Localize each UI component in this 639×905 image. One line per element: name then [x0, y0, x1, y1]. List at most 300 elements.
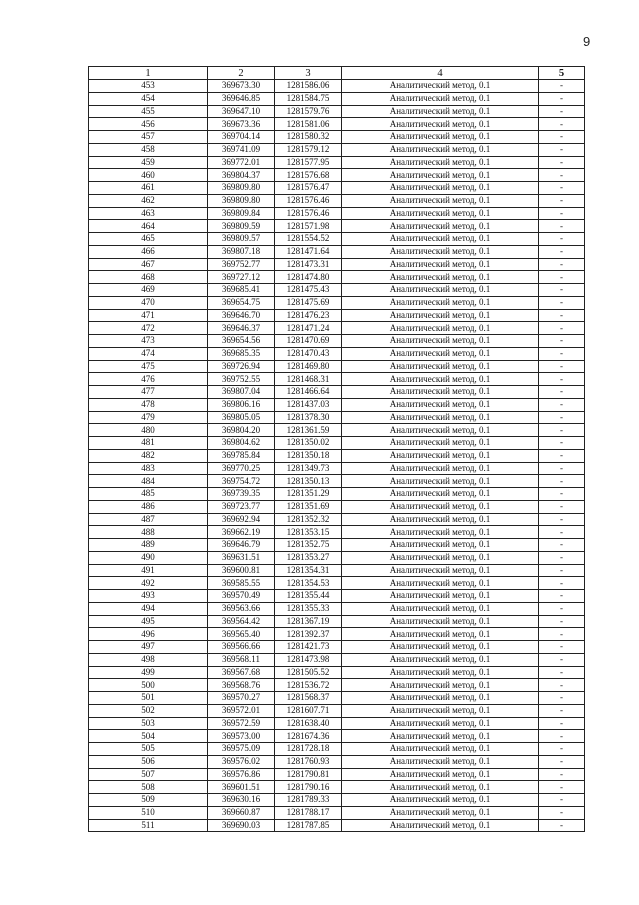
table-row [89, 819, 585, 832]
note-cell: - [539, 437, 585, 450]
table-row [89, 80, 585, 93]
method-cell: Аналитический метод, 0.1 [342, 704, 539, 717]
x-coordinate-cell: 369807.18 [208, 245, 275, 258]
x-coordinate-cell: 369673.30 [208, 80, 275, 93]
x-coordinate-cell: 369576.02 [208, 755, 275, 768]
point-number-cell: 505 [89, 743, 208, 756]
note-cell: - [539, 284, 585, 297]
note-cell: - [539, 411, 585, 424]
note-cell: - [539, 386, 585, 399]
table-row [89, 462, 585, 475]
method-cell: Аналитический метод, 0.1 [342, 322, 539, 335]
y-coordinate-cell: 1281367.19 [275, 615, 342, 628]
method-cell: Аналитический метод, 0.1 [342, 743, 539, 756]
y-coordinate-cell: 1281468.31 [275, 373, 342, 386]
note-cell: - [539, 781, 585, 794]
point-number-cell: 489 [89, 539, 208, 552]
x-coordinate-cell: 369585.55 [208, 577, 275, 590]
method-cell: Аналитический метод, 0.1 [342, 564, 539, 577]
method-cell: Аналитический метод, 0.1 [342, 437, 539, 450]
point-number-cell: 480 [89, 424, 208, 437]
y-coordinate-cell: 1281579.76 [275, 105, 342, 118]
y-coordinate-cell: 1281354.53 [275, 577, 342, 590]
note-cell: - [539, 730, 585, 743]
x-coordinate-cell: 369809.80 [208, 194, 275, 207]
note-cell: - [539, 577, 585, 590]
point-number-cell: 475 [89, 360, 208, 373]
note-cell: - [539, 679, 585, 692]
header-cell-2: 2 [208, 67, 275, 80]
x-coordinate-cell: 369785.84 [208, 449, 275, 462]
y-coordinate-cell: 1281352.32 [275, 513, 342, 526]
note-cell: - [539, 692, 585, 705]
y-coordinate-cell: 1281787.85 [275, 819, 342, 832]
point-number-cell: 492 [89, 577, 208, 590]
table-row [89, 373, 585, 386]
table-body [89, 80, 585, 832]
table-row [89, 692, 585, 705]
table-row [89, 284, 585, 297]
note-cell: - [539, 220, 585, 233]
point-number-cell: 494 [89, 602, 208, 615]
x-coordinate-cell: 369646.37 [208, 322, 275, 335]
table-row [89, 641, 585, 654]
x-coordinate-cell: 369704.14 [208, 131, 275, 144]
method-cell: Аналитический метод, 0.1 [342, 182, 539, 195]
y-coordinate-cell: 1281790.81 [275, 768, 342, 781]
point-number-cell: 501 [89, 692, 208, 705]
x-coordinate-cell: 369572.59 [208, 717, 275, 730]
y-coordinate-cell: 1281790.16 [275, 781, 342, 794]
x-coordinate-cell: 369673.36 [208, 118, 275, 131]
y-coordinate-cell: 1281505.52 [275, 666, 342, 679]
method-cell: Аналитический метод, 0.1 [342, 143, 539, 156]
method-cell: Аналитический метод, 0.1 [342, 92, 539, 105]
point-number-cell: 456 [89, 118, 208, 131]
point-number-cell: 477 [89, 386, 208, 399]
y-coordinate-cell: 1281579.12 [275, 143, 342, 156]
method-cell: Аналитический метод, 0.1 [342, 207, 539, 220]
point-number-cell: 497 [89, 641, 208, 654]
y-coordinate-cell: 1281577.95 [275, 156, 342, 169]
table-row [89, 794, 585, 807]
y-coordinate-cell: 1281354.31 [275, 564, 342, 577]
x-coordinate-cell: 369685.41 [208, 284, 275, 297]
table-row [89, 105, 585, 118]
point-number-cell: 482 [89, 449, 208, 462]
method-cell: Аналитический метод, 0.1 [342, 309, 539, 322]
point-number-cell: 509 [89, 794, 208, 807]
table-row [89, 564, 585, 577]
method-cell: Аналитический метод, 0.1 [342, 169, 539, 182]
x-coordinate-cell: 369660.87 [208, 806, 275, 819]
y-coordinate-cell: 1281476.23 [275, 309, 342, 322]
note-cell: - [539, 143, 585, 156]
method-cell: Аналитический метод, 0.1 [342, 373, 539, 386]
point-number-cell: 502 [89, 704, 208, 717]
method-cell: Аналитический метод, 0.1 [342, 679, 539, 692]
note-cell: - [539, 500, 585, 513]
y-coordinate-cell: 1281353.27 [275, 551, 342, 564]
method-cell: Аналитический метод, 0.1 [342, 105, 539, 118]
table-row [89, 156, 585, 169]
note-cell: - [539, 615, 585, 628]
note-cell: - [539, 182, 585, 195]
method-cell: Аналитический метод, 0.1 [342, 526, 539, 539]
table-row [89, 602, 585, 615]
note-cell: - [539, 322, 585, 335]
y-coordinate-cell: 1281353.15 [275, 526, 342, 539]
y-coordinate-cell: 1281576.47 [275, 182, 342, 195]
point-number-cell: 460 [89, 169, 208, 182]
y-coordinate-cell: 1281760.93 [275, 755, 342, 768]
x-coordinate-cell: 369804.20 [208, 424, 275, 437]
table-row [89, 539, 585, 552]
note-cell: - [539, 105, 585, 118]
x-coordinate-cell: 369566.66 [208, 641, 275, 654]
point-number-cell: 507 [89, 768, 208, 781]
point-number-cell: 465 [89, 233, 208, 246]
note-cell: - [539, 539, 585, 552]
x-coordinate-cell: 369807.04 [208, 386, 275, 399]
point-number-cell: 496 [89, 628, 208, 641]
point-number-cell: 467 [89, 258, 208, 271]
method-cell: Аналитический метод, 0.1 [342, 475, 539, 488]
point-number-cell: 473 [89, 335, 208, 348]
header-cell-1: 1 [89, 67, 208, 80]
x-coordinate-cell: 369752.77 [208, 258, 275, 271]
point-number-cell: 499 [89, 666, 208, 679]
y-coordinate-cell: 1281554.52 [275, 233, 342, 246]
y-coordinate-cell: 1281470.43 [275, 347, 342, 360]
note-cell: - [539, 233, 585, 246]
y-coordinate-cell: 1281576.46 [275, 194, 342, 207]
method-cell: Аналитический метод, 0.1 [342, 819, 539, 832]
x-coordinate-cell: 369754.72 [208, 475, 275, 488]
method-cell: Аналитический метод, 0.1 [342, 347, 539, 360]
point-number-cell: 486 [89, 500, 208, 513]
y-coordinate-cell: 1281350.02 [275, 437, 342, 450]
y-coordinate-cell: 1281474.80 [275, 271, 342, 284]
coordinates-table [88, 66, 585, 832]
table-row [89, 717, 585, 730]
point-number-cell: 469 [89, 284, 208, 297]
note-cell: - [539, 641, 585, 654]
point-number-cell: 498 [89, 653, 208, 666]
x-coordinate-cell: 369654.56 [208, 335, 275, 348]
method-cell: Аналитический метод, 0.1 [342, 551, 539, 564]
point-number-cell: 464 [89, 220, 208, 233]
table-row [89, 271, 585, 284]
y-coordinate-cell: 1281421.73 [275, 641, 342, 654]
table-row [89, 653, 585, 666]
x-coordinate-cell: 369662.19 [208, 526, 275, 539]
y-coordinate-cell: 1281473.98 [275, 653, 342, 666]
note-cell: - [539, 309, 585, 322]
point-number-cell: 483 [89, 462, 208, 475]
method-cell: Аналитический метод, 0.1 [342, 513, 539, 526]
y-coordinate-cell: 1281349.73 [275, 462, 342, 475]
x-coordinate-cell: 369806.16 [208, 398, 275, 411]
point-number-cell: 471 [89, 309, 208, 322]
note-cell: - [539, 564, 585, 577]
note-cell: - [539, 118, 585, 131]
note-cell: - [539, 131, 585, 144]
table-row [89, 398, 585, 411]
y-coordinate-cell: 1281568.37 [275, 692, 342, 705]
note-cell: - [539, 449, 585, 462]
method-cell: Аналитический метод, 0.1 [342, 500, 539, 513]
method-cell: Аналитический метод, 0.1 [342, 220, 539, 233]
table-row [89, 449, 585, 462]
point-number-cell: 457 [89, 131, 208, 144]
point-number-cell: 481 [89, 437, 208, 450]
y-coordinate-cell: 1281470.69 [275, 335, 342, 348]
note-cell: - [539, 462, 585, 475]
note-cell: - [539, 156, 585, 169]
method-cell: Аналитический метод, 0.1 [342, 717, 539, 730]
y-coordinate-cell: 1281350.18 [275, 449, 342, 462]
table-row [89, 322, 585, 335]
x-coordinate-cell: 369809.59 [208, 220, 275, 233]
y-coordinate-cell: 1281471.64 [275, 245, 342, 258]
method-cell: Аналитический метод, 0.1 [342, 335, 539, 348]
y-coordinate-cell: 1281586.06 [275, 80, 342, 93]
table-row [89, 551, 585, 564]
method-cell: Аналитический метод, 0.1 [342, 258, 539, 271]
y-coordinate-cell: 1281581.06 [275, 118, 342, 131]
page-number: 9 [583, 34, 591, 49]
note-cell: - [539, 743, 585, 756]
table-row [89, 347, 585, 360]
point-number-cell: 493 [89, 590, 208, 603]
x-coordinate-cell: 369752.55 [208, 373, 275, 386]
point-number-cell: 503 [89, 717, 208, 730]
method-cell: Аналитический метод, 0.1 [342, 692, 539, 705]
x-coordinate-cell: 369631.51 [208, 551, 275, 564]
method-cell: Аналитический метод, 0.1 [342, 296, 539, 309]
method-cell: Аналитический метод, 0.1 [342, 615, 539, 628]
x-coordinate-cell: 369770.25 [208, 462, 275, 475]
note-cell: - [539, 717, 585, 730]
point-number-cell: 462 [89, 194, 208, 207]
table-row [89, 360, 585, 373]
table-row [89, 704, 585, 717]
y-coordinate-cell: 1281355.33 [275, 602, 342, 615]
note-cell: - [539, 526, 585, 539]
table-row [89, 143, 585, 156]
x-coordinate-cell: 369573.00 [208, 730, 275, 743]
note-cell: - [539, 602, 585, 615]
y-coordinate-cell: 1281576.46 [275, 207, 342, 220]
y-coordinate-cell: 1281607.71 [275, 704, 342, 717]
x-coordinate-cell: 369570.27 [208, 692, 275, 705]
x-coordinate-cell: 369805.05 [208, 411, 275, 424]
note-cell: - [539, 169, 585, 182]
y-coordinate-cell: 1281355.44 [275, 590, 342, 603]
table-row [89, 118, 585, 131]
note-cell: - [539, 347, 585, 360]
y-coordinate-cell: 1281392.37 [275, 628, 342, 641]
method-cell: Аналитический метод, 0.1 [342, 156, 539, 169]
note-cell: - [539, 398, 585, 411]
note-cell: - [539, 819, 585, 832]
method-cell: Аналитический метод, 0.1 [342, 730, 539, 743]
x-coordinate-cell: 369690.03 [208, 819, 275, 832]
x-coordinate-cell: 369572.01 [208, 704, 275, 717]
y-coordinate-cell: 1281580.32 [275, 131, 342, 144]
point-number-cell: 453 [89, 80, 208, 93]
point-number-cell: 485 [89, 488, 208, 501]
y-coordinate-cell: 1281351.29 [275, 488, 342, 501]
note-cell: - [539, 653, 585, 666]
table-row [89, 628, 585, 641]
table-row [89, 743, 585, 756]
point-number-cell: 490 [89, 551, 208, 564]
table-row [89, 679, 585, 692]
note-cell: - [539, 194, 585, 207]
method-cell: Аналитический метод, 0.1 [342, 590, 539, 603]
method-cell: Аналитический метод, 0.1 [342, 666, 539, 679]
point-number-cell: 508 [89, 781, 208, 794]
y-coordinate-cell: 1281571.98 [275, 220, 342, 233]
x-coordinate-cell: 369570.49 [208, 590, 275, 603]
x-coordinate-cell: 369646.70 [208, 309, 275, 322]
table-row [89, 513, 585, 526]
y-coordinate-cell: 1281789.33 [275, 794, 342, 807]
y-coordinate-cell: 1281475.43 [275, 284, 342, 297]
method-cell: Аналитический метод, 0.1 [342, 628, 539, 641]
x-coordinate-cell: 369567.68 [208, 666, 275, 679]
point-number-cell: 510 [89, 806, 208, 819]
table-row [89, 526, 585, 539]
table-row [89, 309, 585, 322]
x-coordinate-cell: 369809.80 [208, 182, 275, 195]
table-row [89, 730, 585, 743]
table-row [89, 806, 585, 819]
x-coordinate-cell: 369575.09 [208, 743, 275, 756]
x-coordinate-cell: 369685.35 [208, 347, 275, 360]
point-number-cell: 487 [89, 513, 208, 526]
point-number-cell: 470 [89, 296, 208, 309]
point-number-cell: 506 [89, 755, 208, 768]
x-coordinate-cell: 369565.40 [208, 628, 275, 641]
method-cell: Аналитический метод, 0.1 [342, 360, 539, 373]
note-cell: - [539, 335, 585, 348]
table-row [89, 590, 585, 603]
x-coordinate-cell: 369646.85 [208, 92, 275, 105]
y-coordinate-cell: 1281352.75 [275, 539, 342, 552]
table-row [89, 207, 585, 220]
point-number-cell: 466 [89, 245, 208, 258]
method-cell: Аналитический метод, 0.1 [342, 806, 539, 819]
x-coordinate-cell: 369600.81 [208, 564, 275, 577]
y-coordinate-cell: 1281576.68 [275, 169, 342, 182]
point-number-cell: 478 [89, 398, 208, 411]
table-row [89, 245, 585, 258]
table-row [89, 577, 585, 590]
note-cell: - [539, 704, 585, 717]
table-row [89, 220, 585, 233]
note-cell: - [539, 590, 585, 603]
note-cell: - [539, 768, 585, 781]
method-cell: Аналитический метод, 0.1 [342, 80, 539, 93]
method-cell: Аналитический метод, 0.1 [342, 641, 539, 654]
table-row [89, 131, 585, 144]
x-coordinate-cell: 369646.79 [208, 539, 275, 552]
x-coordinate-cell: 369772.01 [208, 156, 275, 169]
table-row [89, 386, 585, 399]
note-cell: - [539, 360, 585, 373]
note-cell: - [539, 92, 585, 105]
point-number-cell: 500 [89, 679, 208, 692]
note-cell: - [539, 488, 585, 501]
method-cell: Аналитический метод, 0.1 [342, 284, 539, 297]
x-coordinate-cell: 369804.62 [208, 437, 275, 450]
point-number-cell: 476 [89, 373, 208, 386]
note-cell: - [539, 245, 585, 258]
header-cell-4: 4 [342, 67, 539, 80]
method-cell: Аналитический метод, 0.1 [342, 462, 539, 475]
x-coordinate-cell: 369630.16 [208, 794, 275, 807]
note-cell: - [539, 296, 585, 309]
point-number-cell: 479 [89, 411, 208, 424]
method-cell: Аналитический метод, 0.1 [342, 755, 539, 768]
y-coordinate-cell: 1281378.30 [275, 411, 342, 424]
note-cell: - [539, 475, 585, 488]
table-row [89, 768, 585, 781]
table-row [89, 92, 585, 105]
table-row [89, 781, 585, 794]
y-coordinate-cell: 1281475.69 [275, 296, 342, 309]
x-coordinate-cell: 369809.84 [208, 207, 275, 220]
point-number-cell: 463 [89, 207, 208, 220]
method-cell: Аналитический метод, 0.1 [342, 653, 539, 666]
note-cell: - [539, 373, 585, 386]
x-coordinate-cell: 369723.77 [208, 500, 275, 513]
note-cell: - [539, 551, 585, 564]
table-row [89, 194, 585, 207]
x-coordinate-cell: 369563.66 [208, 602, 275, 615]
x-coordinate-cell: 369809.57 [208, 233, 275, 246]
method-cell: Аналитический метод, 0.1 [342, 768, 539, 781]
method-cell: Аналитический метод, 0.1 [342, 781, 539, 794]
x-coordinate-cell: 369739.35 [208, 488, 275, 501]
x-coordinate-cell: 369647.10 [208, 105, 275, 118]
x-coordinate-cell: 369568.11 [208, 653, 275, 666]
note-cell: - [539, 80, 585, 93]
point-number-cell: 474 [89, 347, 208, 360]
table-row [89, 615, 585, 628]
point-number-cell: 488 [89, 526, 208, 539]
point-number-cell: 472 [89, 322, 208, 335]
note-cell: - [539, 806, 585, 819]
method-cell: Аналитический метод, 0.1 [342, 602, 539, 615]
note-cell: - [539, 755, 585, 768]
method-cell: Аналитический метод, 0.1 [342, 411, 539, 424]
table-row [89, 488, 585, 501]
method-cell: Аналитический метод, 0.1 [342, 398, 539, 411]
method-cell: Аналитический метод, 0.1 [342, 118, 539, 131]
table-row [89, 296, 585, 309]
y-coordinate-cell: 1281788.17 [275, 806, 342, 819]
method-cell: Аналитический метод, 0.1 [342, 245, 539, 258]
method-cell: Аналитический метод, 0.1 [342, 488, 539, 501]
table-row [89, 411, 585, 424]
point-number-cell: 461 [89, 182, 208, 195]
point-number-cell: 504 [89, 730, 208, 743]
point-number-cell: 455 [89, 105, 208, 118]
